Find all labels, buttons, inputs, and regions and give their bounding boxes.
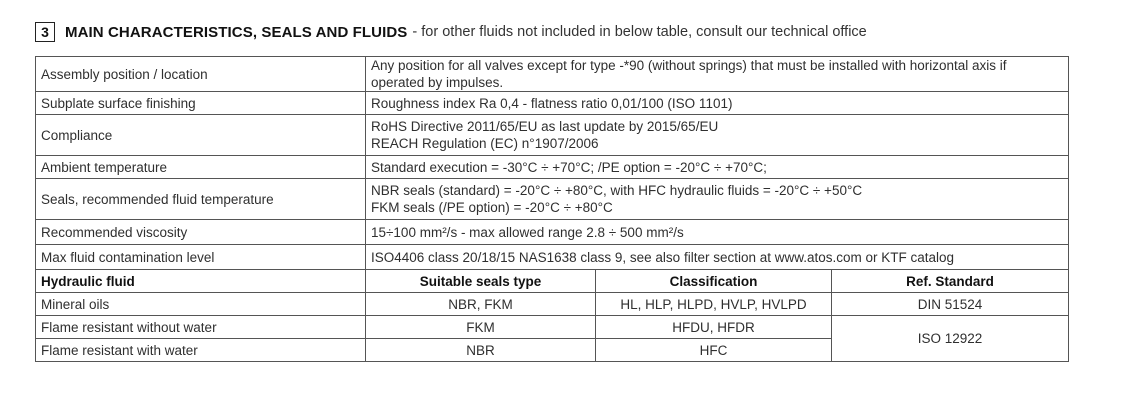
row-value [366, 179, 1069, 220]
value-line: REACH Regulation (EC) n°1907/2006 [371, 136, 599, 151]
seals-cell: FKM [366, 316, 596, 339]
table-row [36, 57, 1069, 92]
characteristics-table [35, 56, 1069, 362]
row-value [366, 57, 1069, 92]
row-value [366, 156, 1069, 179]
standard-cell: ISO 12922 [832, 316, 1069, 362]
fluids-header-row [36, 270, 1069, 293]
row-label: Subplate surface finishing [36, 92, 366, 115]
value-line: Standard execution = -30°C ÷ +70°C; /PE option = -20°C ÷ +70°C; [371, 159, 767, 175]
standard-cell: DIN 51524 [832, 293, 1069, 316]
row-label: Recommended viscosity [36, 220, 366, 245]
classification-cell: HL, HLP, HLPD, HVLP, HVLPD [596, 293, 832, 316]
seals-cell: NBR, FKM [366, 293, 596, 316]
fluid-cell: Flame resistant without water [36, 316, 366, 339]
value-line: NBR seals (standard) = -20°C ÷ +80°C, with HFC hydraulic fluids = -20°C ÷ +50°C [371, 183, 863, 198]
table-row [36, 245, 1069, 270]
value-line: 15÷100 mm²/s - max allowed range 2.8 ÷ 500 mm²/s [371, 224, 684, 240]
seals-cell: NBR [366, 339, 596, 362]
row-label: Max fluid contamination level [36, 245, 366, 270]
column-header: Suitable seals type [366, 270, 596, 293]
column-header: Hydraulic fluid [36, 270, 366, 293]
section-header [35, 20, 867, 44]
value-line: Any position for all valves except for type -*90 (without springs) that must be installed with horizontal axis if operated by impulses. [371, 58, 1007, 90]
table-row [36, 293, 1069, 316]
row-label: Assembly position / location [36, 57, 366, 92]
table-row [36, 115, 1069, 156]
classification-cell: HFC [596, 339, 832, 362]
row-value [366, 115, 1069, 156]
classification-cell: HFDU, HFDR [596, 316, 832, 339]
table-row [36, 220, 1069, 245]
fluid-cell: Flame resistant with water [36, 339, 366, 362]
section-title: MAIN CHARACTERISTICS, SEALS AND FLUIDS [65, 23, 408, 41]
row-value [366, 92, 1069, 115]
row-value [366, 245, 1069, 270]
row-label: Seals, recommended fluid temperature [36, 179, 366, 220]
section-note: - for other fluids not included in below table, consult our technical office [412, 24, 867, 40]
table-row [36, 316, 1069, 339]
value-line: RoHS Directive 2011/65/EU as last update by 2015/65/EU [371, 119, 719, 134]
row-label: Compliance [36, 115, 366, 156]
value-line: Roughness index Ra 0,4 - flatness ratio 0,01/100 (ISO 1101) [371, 95, 733, 111]
column-header: Ref. Standard [832, 270, 1069, 293]
value-line: ISO4406 class 20/18/15 NAS1638 class 9, see also filter section at www.atos.com or KTF catalog [371, 249, 955, 265]
fluid-cell: Mineral oils [36, 293, 366, 316]
section-number-box: 3 [35, 22, 55, 42]
table-row [36, 156, 1069, 179]
value-line: FKM seals (/PE option) = -20°C ÷ +80°C [371, 200, 613, 215]
table-row [36, 179, 1069, 220]
column-header: Classification [596, 270, 832, 293]
row-value [366, 220, 1069, 245]
row-label: Ambient temperature [36, 156, 366, 179]
table-row [36, 92, 1069, 115]
